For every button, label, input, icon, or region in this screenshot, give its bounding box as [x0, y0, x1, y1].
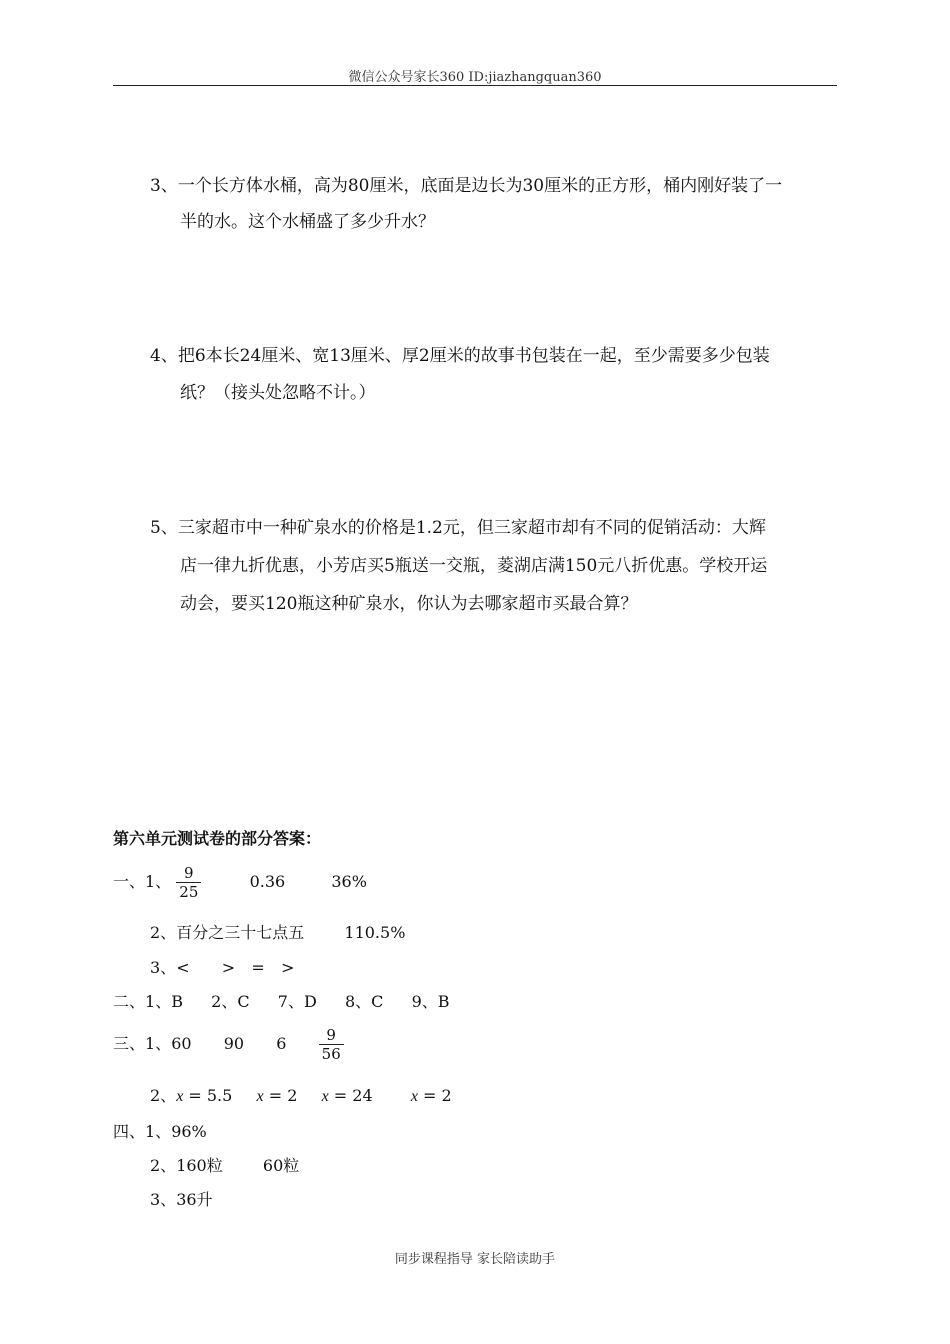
answer-label: 2、	[150, 1156, 177, 1175]
answer-value: <	[176, 958, 190, 977]
answer-section-4-row-3	[150, 1187, 213, 1210]
answer-value: 6	[276, 1034, 287, 1053]
question-3-line-1: 3、一个长方体水桶，高为80厘米，底面是边长为30厘米的正方形，桶内刚好装了一	[150, 176, 783, 196]
answer-label: 3、	[150, 958, 177, 977]
answer-item: 7、D	[277, 992, 317, 1011]
answer-value: 百分之三十七点五	[176, 923, 305, 942]
answer-value: 60粒	[262, 1156, 300, 1175]
answer-value: 90	[223, 1034, 245, 1053]
fraction-numerator: 9	[319, 1026, 344, 1045]
question-5-line-1: 5、三家超市中一种矿泉水的价格是1.2元，但三家超市却有不同的促销活动：大辉	[150, 518, 766, 538]
equation-value: = 2	[263, 1086, 298, 1105]
page-header: 微信公众号家长360 ID:jiazhangquan360	[348, 70, 602, 85]
answer-label: 三、1、	[113, 1034, 172, 1053]
answers-title: 第六单元测试卷的部分答案：	[113, 829, 322, 848]
answer-section-1-row-2	[150, 920, 405, 943]
answer-section-4-row-1	[113, 1119, 207, 1142]
answer-label: 四、1、	[113, 1122, 172, 1141]
question-5-line-3: 动会，要买120瓶这种矿泉水，你认为去哪家超市买最合算？	[180, 594, 638, 614]
fraction-denominator: 56	[321, 1045, 341, 1063]
answer-section-2	[113, 989, 450, 1012]
fraction-9-56	[319, 1026, 344, 1063]
variable-x: x	[410, 1088, 418, 1105]
fraction-denominator: 25	[179, 883, 199, 901]
answer-section-1-row-3	[150, 955, 294, 978]
equation-value: = 5.5	[183, 1086, 233, 1105]
variable-x: x	[256, 1088, 264, 1105]
answer-value: >	[280, 958, 295, 977]
fraction-numerator: 9	[176, 864, 201, 883]
answer-label: 二、	[113, 992, 146, 1011]
answer-value: 0.36	[249, 872, 286, 891]
answer-value: 160粒	[176, 1156, 223, 1175]
answer-section-1-row-1	[113, 860, 367, 904]
equation-value: = 24	[328, 1086, 373, 1105]
answer-value: 36%	[331, 872, 367, 891]
variable-x: x	[321, 1088, 329, 1105]
answer-value: 96%	[171, 1122, 207, 1141]
question-4-line-1: 4、把6本长24厘米、宽13厘米、厚2厘米的故事书包装在一起，至少需要多少包装	[150, 346, 770, 366]
question-3-line-2: 半的水。这个水桶盛了多少升水？	[180, 212, 435, 232]
question-5-line-2: 店一律九折优惠，小芳店买5瓶送一交瓶，菱湖店满150元八折优惠。学校开运	[180, 556, 768, 576]
answer-label: 3、	[150, 1190, 177, 1209]
header-divider	[113, 85, 837, 86]
answer-item: 2、C	[211, 992, 250, 1011]
answer-label: 2、	[150, 923, 177, 942]
fraction-9-25	[176, 864, 201, 901]
answer-item: 9、B	[411, 992, 450, 1011]
answer-item: 8、C	[344, 992, 384, 1011]
answer-section-3-row-1	[113, 1022, 344, 1066]
variable-x: x	[176, 1088, 184, 1105]
answer-value: 60	[171, 1034, 192, 1053]
answer-section-4-row-2	[150, 1153, 299, 1176]
page-footer: 同步课程指导 家长陪读助手	[394, 1252, 556, 1267]
answer-label: 2、	[150, 1086, 177, 1105]
answer-section-3-row-2	[150, 1083, 452, 1106]
answer-value: 36升	[176, 1190, 213, 1209]
answer-value: =	[251, 958, 265, 977]
equation-value: = 2	[417, 1086, 452, 1105]
question-4-line-2: 纸？（接头处忽略不计。）	[180, 383, 376, 403]
answer-label: 一、1、	[113, 872, 172, 891]
answer-value: >	[221, 958, 236, 977]
answer-item: 1、B	[145, 992, 183, 1011]
answer-value: 110.5%	[344, 923, 406, 942]
